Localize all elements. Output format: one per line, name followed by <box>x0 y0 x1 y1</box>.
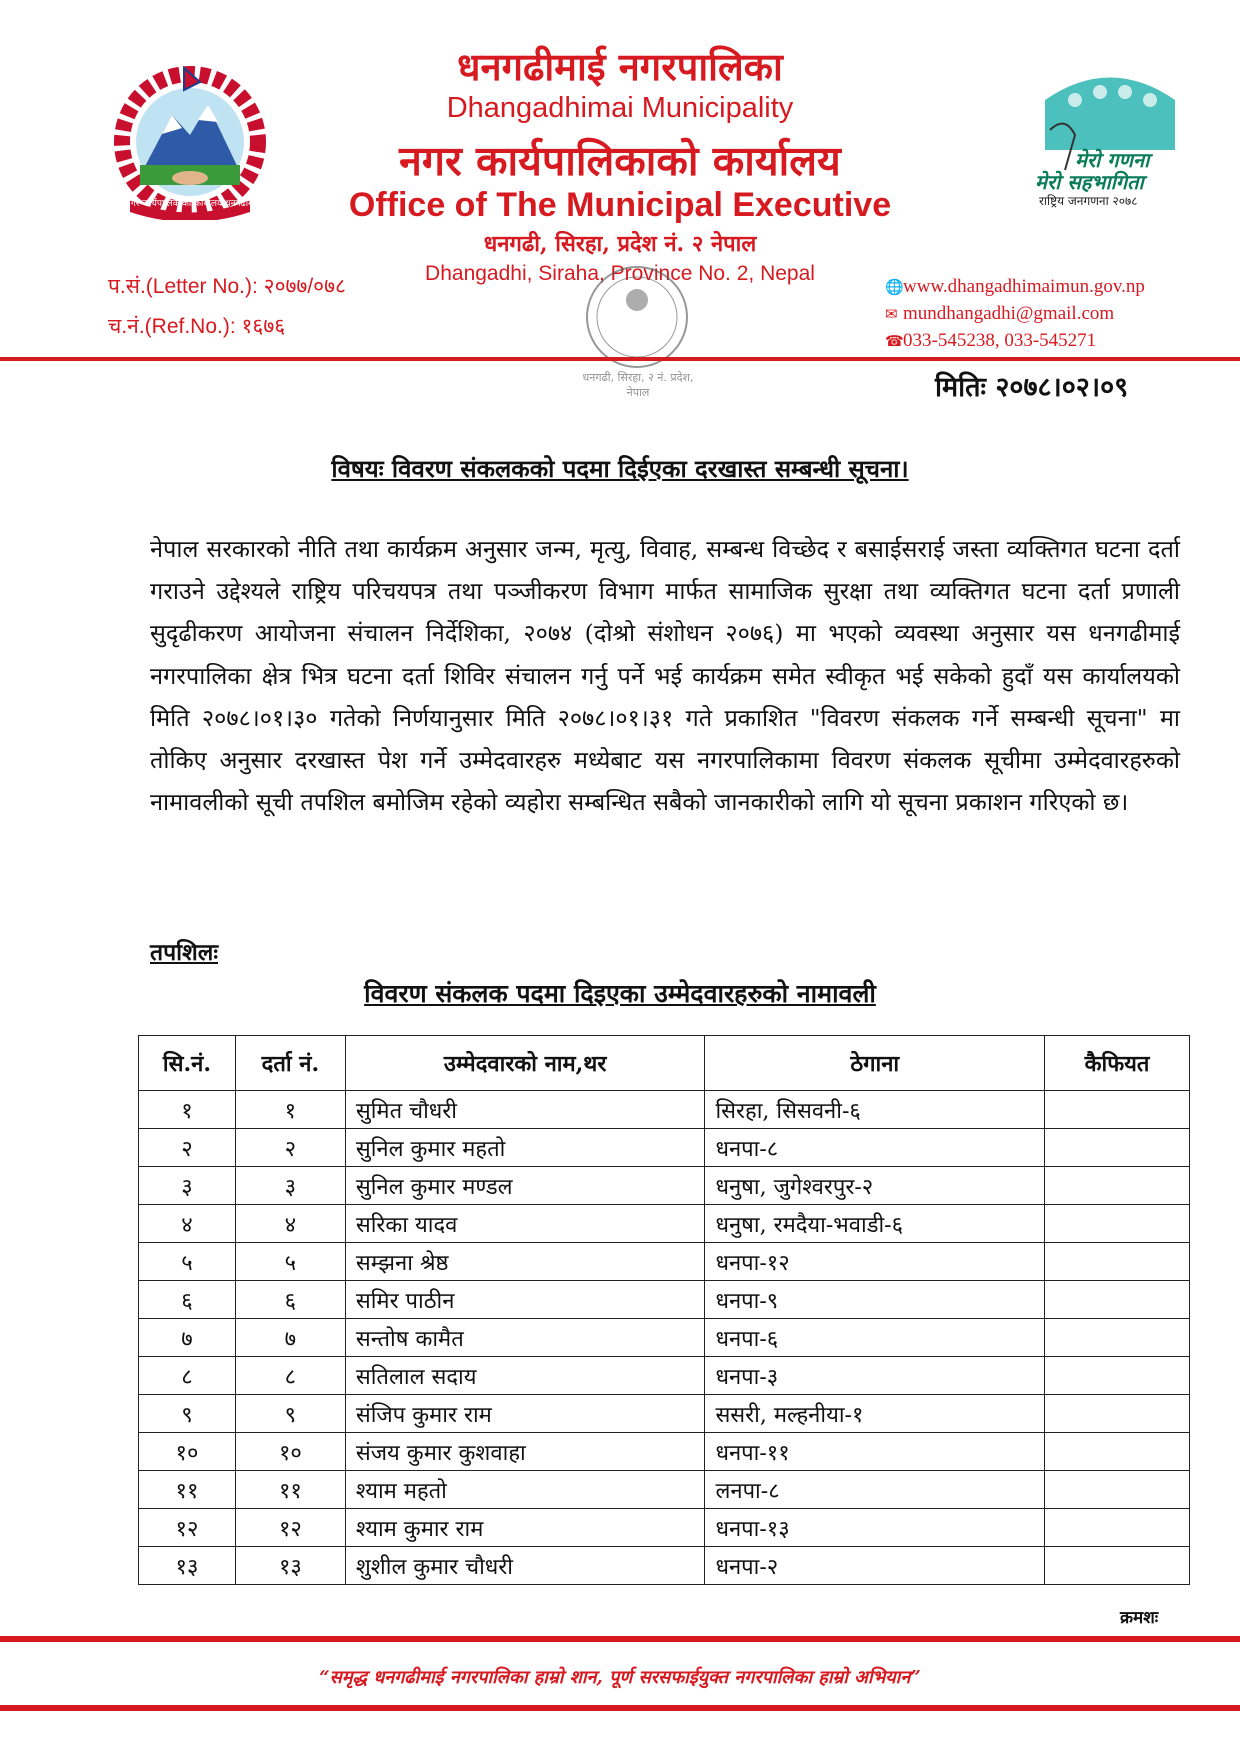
table-row <box>139 1129 1190 1167</box>
cell-name: सुनिल कुमार मण्डल <box>345 1167 705 1205</box>
address-np: धनगढी, सिरहा, प्रदेश नं. २ नेपाल <box>483 231 757 257</box>
cell-name: सुनिल कुमार महतो <box>345 1129 705 1167</box>
cell-name: शुशील कुमार चौधरी <box>345 1547 705 1585</box>
cell-address: धनपा-१२ <box>705 1243 1045 1281</box>
footer-divider-bottom <box>0 1705 1240 1711</box>
cell-remarks <box>1045 1395 1190 1433</box>
cell-name: श्याम महतो <box>345 1471 705 1509</box>
cell-serial: १२ <box>139 1509 236 1547</box>
col-header-address: ठेगाना <box>705 1036 1045 1091</box>
reference-number: च.नं.(Ref.No.): १६७६ <box>108 315 286 338</box>
table-row <box>139 1433 1190 1471</box>
table-row <box>139 1205 1190 1243</box>
cell-name: सुमित चौधरी <box>345 1091 705 1129</box>
cell-name: सम्झना श्रेष्ठ <box>345 1243 705 1281</box>
table-row <box>139 1357 1190 1395</box>
cell-reg-no: १२ <box>235 1509 345 1547</box>
col-header-remarks: कैफियत <box>1045 1036 1190 1091</box>
table-row <box>139 1471 1190 1509</box>
cell-remarks <box>1045 1433 1190 1471</box>
cell-serial: ५ <box>139 1243 236 1281</box>
municipality-name-np: धनगढीमाई नगरपालिका <box>457 44 783 89</box>
cell-reg-no: ५ <box>235 1243 345 1281</box>
cell-remarks <box>1045 1205 1190 1243</box>
table-row <box>139 1091 1190 1129</box>
cell-address: धनपा-८ <box>705 1129 1045 1167</box>
cell-reg-no: २ <box>235 1129 345 1167</box>
cell-name: सतिलाल सदाय <box>345 1357 705 1395</box>
cell-serial: १३ <box>139 1547 236 1585</box>
globe-icon: 🌐 <box>885 280 904 296</box>
cell-serial: २ <box>139 1129 236 1167</box>
cell-address: धनपा-६ <box>705 1319 1045 1357</box>
cell-remarks <box>1045 1319 1190 1357</box>
census-logo-line1: मेरो गणना <box>1075 148 1150 172</box>
cell-reg-no: १ <box>235 1091 345 1129</box>
cell-reg-no: १३ <box>235 1547 345 1585</box>
notice-body: नेपाल सरकारको नीति तथा कार्यक्रम अनुसार जन्म, मृत्यु, विवाह, सम्बन्ध विच्छेद र बसाईसराई जस्ता व्यक्तिगत घटना दर्ता गराउने उद्देश्यले राष्ट्रिय परिचयपत्र तथा पञ्जीकरण विभाग मार्फत सामाजिक सुरक्षा तथा व्यक्तिगत घटना दर्ता प्रणाली सुदृढीकरण आयोजना संचालन निर्देशिका, २०७४ (दोश्रो संशोधन २०७६) मा भएको व्यवस्था अनुसार यस धनगढीमाई नगरपालिका क्षेत्र भित्र घटना दर्ता शिविर संचालन गर्नु पर्ने भई कार्यक्रम समेत स्वीकृत भई सकेको हुदाँ यस कार्यालयको मिति २०७८।०१।३० गतेको निर्णयानुसार मिति २०७८।०१।३१ गते प्रकाशित "विवरण संकलक गर्ने सम्बन्धी सूचना" मा तोकिए अनुसार दरखास्त पेश गर्ने उम्मेदवारहरु मध्येबाट यस नगरपालिकामा विवरण संकलक सूचीमा उम्मेदवारहरुको नामावलीको सूची तपशिल बमोजिम रहेको व्यहोरा सम्बन्धित सबैको जानकारीको लागि यो सूचना प्रकाशन गरिएको छ। <box>150 535 1180 817</box>
cell-reg-no: ८ <box>235 1357 345 1395</box>
footer-divider-top <box>0 1636 1240 1642</box>
continued-label: क्रमशः <box>1120 1608 1159 1628</box>
cell-reg-no: ११ <box>235 1471 345 1509</box>
cell-name: सन्तोष कामैत <box>345 1319 705 1357</box>
census-logo-line3: राष्ट्रिय जनगणना २०७८ <box>1039 194 1138 208</box>
municipality-name-en: Dhangadhimai Municipality <box>446 92 794 124</box>
cell-remarks <box>1045 1167 1190 1205</box>
table-header-row <box>139 1036 1190 1091</box>
table-row <box>139 1509 1190 1547</box>
cell-remarks <box>1045 1091 1190 1129</box>
cell-remarks <box>1045 1243 1190 1281</box>
candidate-table <box>138 1035 1190 1585</box>
cell-name: समिर पाठीन <box>345 1281 705 1319</box>
cell-serial: ७ <box>139 1319 236 1357</box>
cell-address: धनपा-३ <box>705 1357 1045 1395</box>
cell-serial: ९ <box>139 1395 236 1433</box>
email-text: mundhangadhi@gmail.com <box>903 303 1115 324</box>
cell-reg-no: ३ <box>235 1167 345 1205</box>
footer-slogan: “समृद्ध धनगढीमाई नगरपालिका हाम्रो शान, पूर्ण सरसफाईयुक्त नगरपालिका हाम्रो अभियान” <box>319 1667 921 1688</box>
phone-contact <box>885 330 1096 352</box>
table-row <box>139 1395 1190 1433</box>
office-name-en: Office of The Municipal Executive <box>348 186 892 224</box>
cell-reg-no: १० <box>235 1433 345 1471</box>
cell-serial: ३ <box>139 1167 236 1205</box>
cell-serial: ४ <box>139 1205 236 1243</box>
letter-number: प.सं.(Letter No.): २०७७/०७८ <box>108 275 346 298</box>
table-row <box>139 1281 1190 1319</box>
address-en: Dhangadhi, Siraha, Province No. 2, Nepal <box>425 262 815 285</box>
col-header-reg-no: दर्ता नं. <box>235 1036 345 1091</box>
cell-serial: ८ <box>139 1357 236 1395</box>
cell-address: धनुषा, जुगेश्वरपुर-२ <box>705 1167 1045 1205</box>
website-text: www.dhangadhimaimun.gov.np <box>903 276 1145 297</box>
cell-remarks <box>1045 1357 1190 1395</box>
cell-address: धनपा-११ <box>705 1433 1045 1471</box>
emblem-caption: नगर कार्यपालिकाको कार्यालय धनगढीमाई <box>125 199 261 209</box>
cell-name: श्याम कुमार राम <box>345 1509 705 1547</box>
notice-date: मितिः २०७८।०२।०९ <box>935 372 1129 403</box>
cell-address: धनुषा, रमदैया-भवाडी-६ <box>705 1205 1045 1243</box>
cell-serial: १० <box>139 1433 236 1471</box>
website-contact[interactable] <box>885 276 1145 298</box>
cell-address: लनपा-८ <box>705 1471 1045 1509</box>
cell-remarks <box>1045 1129 1190 1167</box>
table-row <box>139 1243 1190 1281</box>
cell-serial: ११ <box>139 1471 236 1509</box>
phone-text: 033-545238, 033-545271 <box>903 330 1097 351</box>
cell-remarks <box>1045 1547 1190 1585</box>
cell-address: सिरहा, सिसवनी-६ <box>705 1091 1045 1129</box>
phone-icon: ☎ <box>885 334 904 350</box>
cell-reg-no: ४ <box>235 1205 345 1243</box>
office-name-np: नगर कार्यपालिकाको कार्यालय <box>399 137 841 185</box>
cell-address: धनपा-२ <box>705 1547 1045 1585</box>
notice-subject: विषयः विवरण संकलकको पदमा दिईएका दरखास्त सम्बन्धी सूचना। <box>331 454 909 483</box>
table-title: विवरण संकलक पदमा दिइएका उम्मेदवारहरुको नामावली <box>364 979 876 1008</box>
cell-remarks <box>1045 1471 1190 1509</box>
mail-icon: ✉ <box>885 307 898 323</box>
cell-remarks <box>1045 1509 1190 1547</box>
census-logo-line2: मेरो सहभागिता <box>1035 170 1144 194</box>
table-row <box>139 1319 1190 1357</box>
email-contact[interactable] <box>885 303 1114 325</box>
cell-serial: १ <box>139 1091 236 1129</box>
cell-address: धनपा-१३ <box>705 1509 1045 1547</box>
cell-reg-no: ६ <box>235 1281 345 1319</box>
details-label: तपशिलः <box>150 939 219 966</box>
cell-address: धनपा-९ <box>705 1281 1045 1319</box>
table-row <box>139 1167 1190 1205</box>
cell-remarks <box>1045 1281 1190 1319</box>
table-row <box>139 1547 1190 1585</box>
cell-address: ससरी, मल्हनीया-१ <box>705 1395 1045 1433</box>
col-header-name: उम्मेदवारको नाम,थर <box>345 1036 705 1091</box>
cell-reg-no: ९ <box>235 1395 345 1433</box>
cell-reg-no: ७ <box>235 1319 345 1357</box>
cell-name: संजय कुमार कुशवाहा <box>345 1433 705 1471</box>
header-divider <box>0 357 1240 361</box>
cell-name: संजिप कुमार राम <box>345 1395 705 1433</box>
cell-name: सरिका यादव <box>345 1205 705 1243</box>
stamp-text: धनगढी, सिरहा, २ नं. प्रदेश, नेपाल <box>582 371 694 399</box>
cell-serial: ६ <box>139 1281 236 1319</box>
col-header-serial: सि.नं. <box>139 1036 236 1091</box>
